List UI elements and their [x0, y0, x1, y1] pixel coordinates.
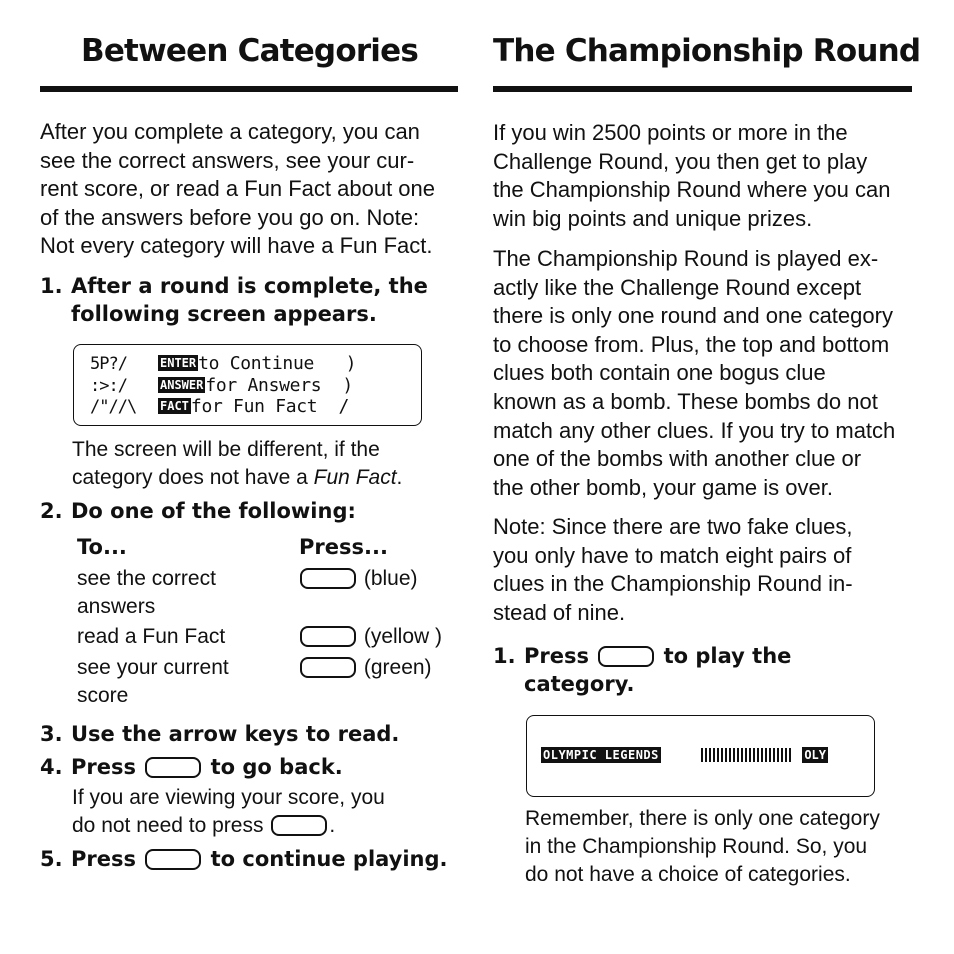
- green-key-entry: (green): [298, 654, 432, 682]
- step-1-championship: 1. Press to play the category.: [493, 644, 792, 696]
- intro-paragraph: [40, 118, 465, 261]
- fact-key-label: FACT: [160, 399, 189, 413]
- text-line: Not every category will have a Fun Fact.: [40, 233, 433, 259]
- table-row: read a Fun Fact: [77, 625, 226, 648]
- table-header-to: To...: [77, 535, 127, 559]
- category-bar: [541, 747, 828, 764]
- step-4: 4. Press to go back.: [40, 755, 343, 779]
- paragraph-1: If you win 2500 points or more in the Challenge Round, you then get to play the Championship Round where you can win big points and unique prizes.: [493, 120, 891, 231]
- section-title-between-categories: Between Categories: [81, 33, 419, 69]
- title-rule: [40, 86, 458, 92]
- screen-display-category: [526, 715, 875, 797]
- fun-fact-term: Fun Fact: [313, 466, 397, 489]
- enter-key-icon: [598, 646, 654, 667]
- blue-key-entry: (blue): [298, 565, 418, 593]
- blue-key-icon: [300, 568, 356, 589]
- screen-line: 5P?/ ENTER to Continue ): [90, 353, 357, 374]
- enter-key-label: ENTER: [160, 356, 197, 370]
- text-line: rent score, or read a Fun Fact about one: [40, 176, 436, 202]
- answer-key-label: ANSWER: [160, 378, 204, 392]
- text-line: After you complete a category, you can: [40, 119, 420, 144]
- enter-key-icon: [145, 849, 201, 870]
- yellow-key-entry: (yellow ): [298, 623, 442, 651]
- screen-note: The screen will be different, if the category does not have a Fun Fact.: [72, 438, 403, 489]
- paragraph-3: Note: Since there are two fake clues, you only have to match eight pairs of clues in the Championship Round in- stead of nine.: [493, 514, 853, 625]
- step-3: 3. Use the arrow keys to read.: [40, 722, 400, 746]
- yellow-key-icon: [300, 626, 356, 647]
- table-header-press: Press...: [299, 535, 388, 559]
- text-line: see the correct answers, see your cur-: [40, 147, 415, 173]
- step-number: 1.: [40, 274, 63, 298]
- back-key-icon: [271, 815, 327, 836]
- title-rule: [493, 86, 912, 92]
- section-title-championship-round: The Championship Round: [493, 33, 921, 69]
- step-4-note: If you are viewing your score, you do not need to press .: [72, 786, 385, 837]
- text-line: of the answers before you go on. Note:: [40, 204, 420, 230]
- screen-display-continue: [73, 344, 422, 426]
- table-row: see your current score: [77, 656, 229, 707]
- step-text: following screen appears.: [71, 302, 377, 326]
- back-key-icon: [145, 757, 201, 778]
- screen-line: :>:/ ANSWER for Answers ): [90, 375, 353, 396]
- category-progress-pattern: [701, 748, 793, 762]
- step-1: [40, 272, 428, 328]
- category-name: OLYMPIC LEGENDS: [543, 748, 659, 762]
- table-row: see the correct answers: [77, 567, 216, 618]
- closing-paragraph: Remember, there is only one category in the Championship Round. So, you do not have a choice of categories.: [525, 807, 880, 886]
- paragraph-2: The Championship Round is played ex- actly like the Challenge Round except there is only one round and one category to choose from. Plus, the top and bottom clues both contain one bogus clue known as a bomb. These bombs do not match any other clues. If you try to match one of the bombs with another clue or the other bomb, your game is over.: [493, 246, 896, 500]
- step-text: After a round is complete, the: [71, 274, 428, 298]
- step-2: 2. Do one of the following:: [40, 499, 356, 523]
- category-abbrev: OLY: [804, 748, 826, 762]
- green-key-icon: [300, 657, 356, 678]
- step-5: 5. Press to continue playing.: [40, 847, 448, 871]
- screen-line: /"//\ FACT for Fun Fact /: [90, 396, 349, 417]
